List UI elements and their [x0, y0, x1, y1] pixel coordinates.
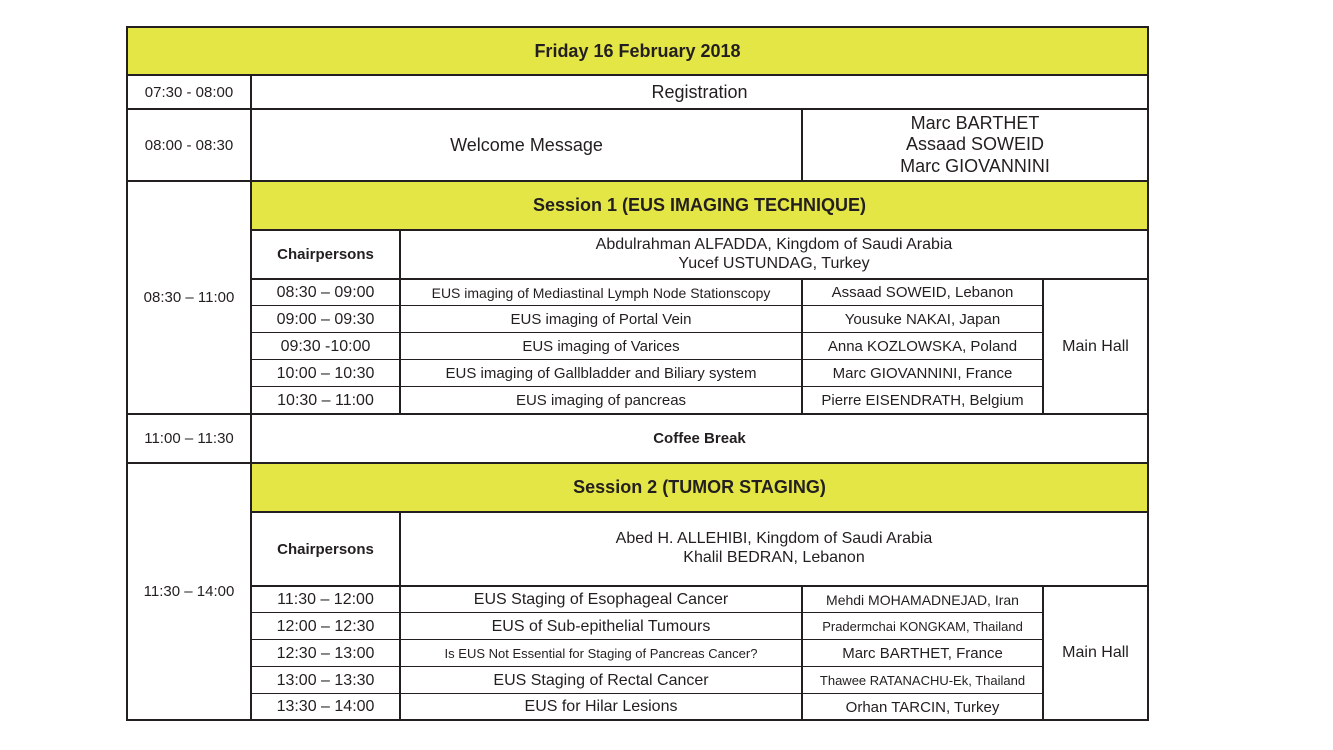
grid-line	[1147, 26, 1149, 721]
session1-room: Main Hall	[1062, 337, 1129, 355]
grid-line	[399, 229, 401, 414]
session2-talk-speaker: Thawee RATANACHU-Ek, Thailand	[819, 673, 1026, 688]
grid-line	[801, 278, 803, 414]
session2-room: Main Hall	[1062, 644, 1129, 661]
coffee-time: 11:00 – 11:30	[144, 430, 234, 447]
session2-talk-topic: EUS Staging of Rectal Cancer	[493, 671, 709, 689]
session1-talk-speaker: Anna KOZLOWSKA, Poland	[827, 338, 1018, 355]
grid-line	[250, 332, 1044, 333]
session2-title: Session 2 (TUMOR STAGING)	[251, 463, 1148, 512]
grid-line	[801, 585, 803, 721]
session2-talk-time: 13:00 – 13:30	[276, 671, 375, 689]
session1-talk-speaker: Assaad SOWEID, Lebanon	[831, 284, 1014, 301]
welcome-speaker: Marc BARTHET	[910, 113, 1040, 134]
session2-talk-speaker: Marc BARTHET, France	[842, 645, 1003, 662]
welcome-speakers	[802, 109, 1148, 181]
session1-talk-topic: EUS imaging of Gallbladder and Biliary system	[445, 365, 757, 382]
session2-talk-topic: Is EUS Not Essential for Staging of Pancreas Cancer?	[444, 646, 758, 661]
grid-line	[126, 180, 1149, 182]
session2-time: 11:30 – 14:00	[143, 583, 235, 600]
grid-line	[250, 386, 1044, 387]
session1-talk-topic: EUS imaging of Mediastinal Lymph Node Stationscopy	[431, 284, 771, 301]
grid-line	[250, 612, 1044, 613]
session1-chair: Yucef USTUNDAG, Turkey	[678, 254, 870, 272]
session2-talk-time: 11:30 – 12:00	[277, 590, 374, 608]
session1-talk-topic: EUS imaging of Varices	[522, 338, 680, 355]
welcome-time: 08:00 - 08:30	[144, 136, 234, 154]
coffee-label: Coffee Break	[653, 430, 746, 447]
grid-line	[1042, 278, 1044, 414]
session1-talk-speaker: Marc GIOVANNINI, France	[832, 365, 1013, 382]
session1-talk-speaker: Pierre EISENDRATH, Belgium	[821, 392, 1024, 409]
session1-talk-time: 08:30 – 09:00	[276, 283, 375, 301]
grid-line	[250, 305, 1044, 306]
grid-line	[250, 278, 1149, 280]
session2-talk-time: 12:00 – 12:30	[276, 617, 375, 635]
grid-line	[250, 666, 1044, 667]
session1-talk-time: 10:00 – 10:30	[276, 364, 375, 382]
session2-talk-time: 13:30 – 14:00	[276, 698, 375, 715]
grid-line	[126, 108, 1149, 110]
session1-chair-label: Chairpersons	[277, 246, 374, 263]
session2-chair: Khalil BEDRAN, Lebanon	[683, 549, 865, 566]
session2-talk-speaker: Pradermchai KONGKAM, Thailand	[822, 619, 1023, 634]
grid-line	[250, 693, 1044, 694]
session1-talk-speaker: Yousuke NAKAI, Japan	[844, 311, 1001, 328]
session1-talk-topic: EUS imaging of pancreas	[515, 392, 687, 409]
grid-line	[399, 511, 401, 721]
session1-time: 08:30 – 11:00	[143, 289, 235, 306]
grid-line	[250, 585, 1149, 587]
registration-label: Registration	[651, 81, 748, 102]
grid-line	[1042, 585, 1044, 721]
day-header: Friday 16 February 2018	[127, 27, 1148, 75]
session1-chair: Abdulrahman ALFADDA, Kingdom of Saudi Arabia	[595, 235, 953, 253]
session2-chairs	[400, 512, 1148, 586]
session2-talk-topic: EUS Staging of Esophageal Cancer	[473, 590, 729, 608]
welcome-speaker: Marc GIOVANNINI	[900, 155, 1050, 176]
session2-talk-topic: EUS of Sub-epithelial Tumours	[491, 617, 711, 635]
session2-chair: Abed H. ALLEHIBI, Kingdom of Saudi Arabia	[615, 530, 933, 548]
session1-talk-time: 10:30 – 11:00	[277, 391, 374, 409]
grid-line	[126, 719, 1149, 721]
grid-line	[250, 74, 252, 721]
session1-chairs	[400, 230, 1148, 279]
grid-line	[126, 413, 1149, 415]
grid-line	[126, 462, 1149, 464]
grid-line	[126, 74, 1149, 76]
session2-chair-label: Chairpersons	[277, 540, 374, 558]
grid-line	[126, 26, 128, 721]
session1-talk-time: 09:30 -10:00	[280, 337, 371, 355]
grid-line	[801, 108, 803, 182]
session1-talk-topic: EUS imaging of Portal Vein	[510, 311, 692, 328]
welcome-speaker: Assaad SOWEID	[905, 134, 1045, 155]
grid-line	[126, 26, 1149, 28]
session1-talk-time: 09:00 – 09:30	[276, 310, 375, 328]
session1-title: Session 1 (EUS IMAGING TECHNIQUE)	[251, 181, 1148, 230]
session2-talk-speaker: Orhan TARCIN, Turkey	[845, 698, 1000, 716]
grid-line	[250, 511, 1149, 513]
grid-line	[250, 229, 1149, 231]
grid-line	[250, 639, 1044, 640]
session2-talk-speaker: Mehdi MOHAMADNEJAD, Iran	[826, 591, 1019, 608]
session2-talk-time: 12:30 – 13:00	[276, 644, 375, 662]
welcome-label: Welcome Message	[450, 134, 603, 155]
grid-line	[250, 359, 1044, 360]
registration-time: 07:30 - 08:00	[144, 83, 234, 101]
session2-talk-topic: EUS for Hilar Lesions	[524, 698, 678, 715]
